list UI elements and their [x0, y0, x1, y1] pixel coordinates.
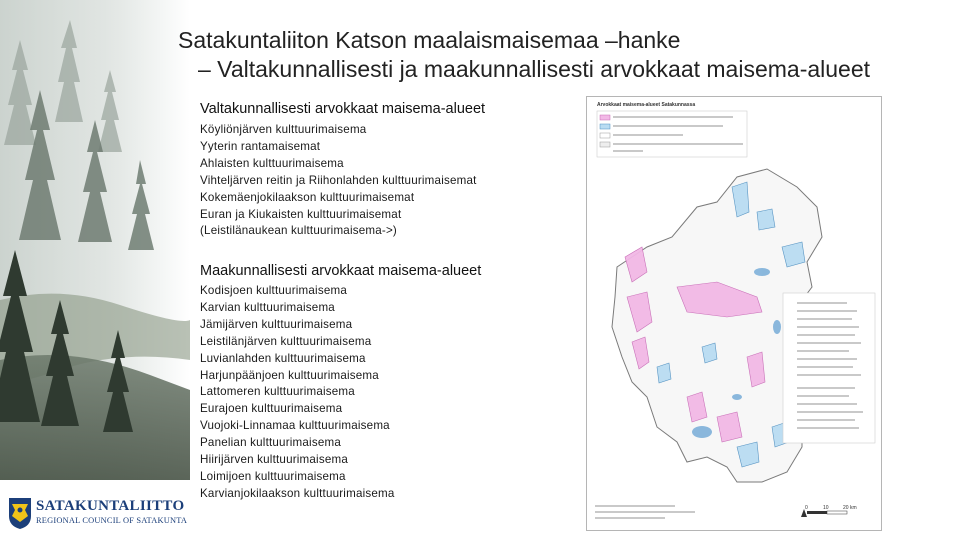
regional-list-item: Eurajoen kulttuurimaisema [200, 402, 343, 416]
national-list [200, 122, 477, 240]
satakuntaliitto-logo [6, 494, 188, 534]
scale-label-20: 20 km [843, 505, 857, 511]
regional-list-item: Vuojoki-Linnamaa kulttuurimaisema [200, 419, 390, 433]
slide-title: Satakuntaliiton Katson maalaismaisemaa –hanke [178, 27, 681, 53]
national-list-item: Yyterin rantamaisemat [200, 139, 321, 153]
regional-list-item: Lattomeren kulttuurimaisema [200, 385, 355, 399]
landscape-map [586, 96, 882, 531]
scale-label-0: 0 [805, 505, 808, 511]
regional-list-item: Luvianlahden kulttuurimaisema [200, 351, 366, 365]
regional-list-item: Karvian kulttuurimaisema [200, 300, 335, 314]
map-graphic [587, 97, 881, 530]
map-scale [807, 511, 847, 514]
logo-name: SATAKUNTALIITTO [36, 498, 185, 514]
national-list-item: Ahlaisten kulttuurimaisema [200, 156, 344, 170]
regional-heading: Maakunnallisesti arvokkaat maisema-alueet [200, 263, 482, 279]
national-list-item: Euran ja Kiukaisten kulttuurimaisemat [200, 207, 402, 221]
national-list-item: Kokemäenjokilaakson kulttuurimaisemat [200, 190, 415, 204]
scale-label-10: 10 [823, 505, 829, 511]
regional-list-item: Kodisjoen kulttuurimaisema [200, 284, 347, 297]
regional-list-item: Hiirijärven kulttuurimaisema [200, 453, 348, 467]
national-list-item: Köyliönjärven kulttuurimaisema [200, 123, 367, 136]
national-heading: Valtakunnallisesti arvokkaat maisema-alueet [200, 101, 486, 117]
regional-list-item: Leistilänjärven kulttuurimaisema [200, 334, 372, 348]
regional-list-item: Harjunpäänjoen kulttuurimaisema [200, 368, 379, 382]
map-legend [597, 111, 747, 157]
map-title: Arvokkaat maisema-alueet Satakunnassa [597, 102, 696, 108]
slide-subtitle: – Valtakunnallisesti ja maakunnallisesti arvokkaat maisema-alueet [198, 56, 871, 82]
coat-of-arms-icon [8, 496, 32, 530]
forest-photo [0, 0, 190, 540]
map-legend-list [783, 293, 875, 443]
national-list-item: Vihteljärven reitin ja Riihonlahden kulttuurimaisemat [200, 173, 477, 187]
forest-silhouette-graphic [0, 0, 190, 540]
national-list-item: (Leistilänaukean kulttuurimaisema->) [200, 224, 397, 238]
regional-list [200, 283, 395, 503]
regional-list-item: Panelian kulttuurimaisema [200, 436, 341, 450]
regional-list-item: Loimijoen kulttuurimaisema [200, 469, 346, 483]
regional-list-item: Jämijärven kulttuurimaisema [200, 317, 353, 331]
regional-list-item: Karvianjokilaakson kulttuurimaisema [200, 486, 395, 500]
logo-subtitle: REGIONAL COUNCIL OF SATAKUNTA [36, 516, 188, 525]
